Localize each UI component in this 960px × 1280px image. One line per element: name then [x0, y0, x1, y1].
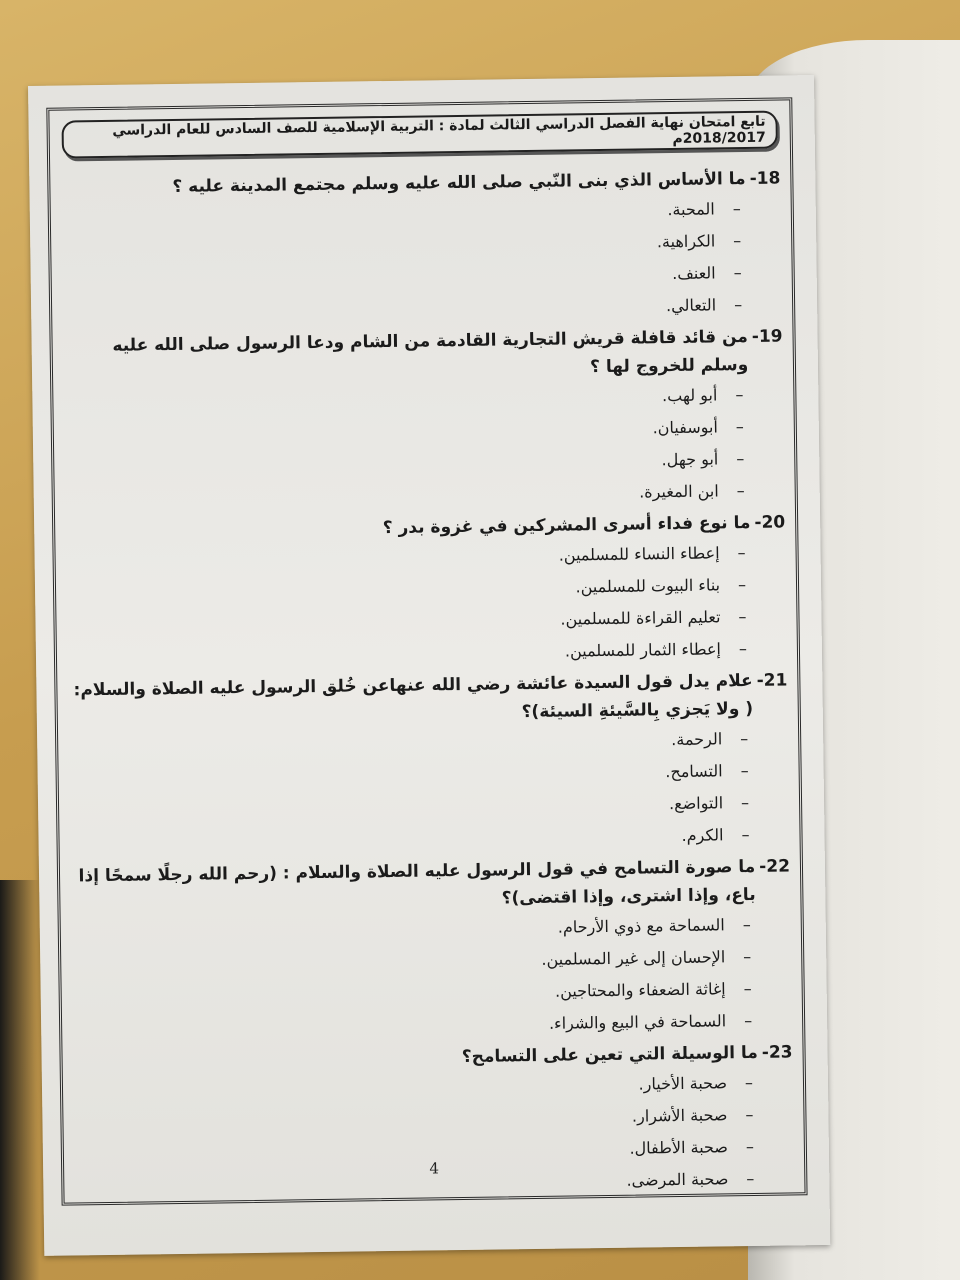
dash-bullet-icon: –	[732, 199, 741, 219]
option-text: إغاثة الضعفاء والمحتاجين.	[554, 979, 726, 1001]
option-text: الرحمة.	[671, 729, 723, 750]
option-text: العنف.	[672, 263, 716, 284]
option-text: بناء البيوت للمسلمين.	[575, 575, 721, 597]
exam-header	[61, 107, 778, 171]
question-text: ما نوع فداء أسرى المشركين في غزوة بدر ؟	[382, 512, 751, 539]
dash-bullet-icon: –	[742, 914, 751, 935]
edge-shadow	[0, 880, 40, 1280]
dash-bullet-icon: –	[735, 385, 744, 405]
question-text: ما صورة التسامح في قول الرسول عليه الصلاة والسلام : (رحم الله رجلًا سمحًا إذا باع، وإذا اشترى، وإذا اقتضى)؟	[78, 856, 756, 909]
questions-list	[64, 165, 794, 1207]
option-text: إعطاء النساء للمسلمين.	[558, 543, 720, 565]
question-number: 21-	[756, 670, 788, 691]
option-text: صحبة الأطفال.	[629, 1137, 729, 1158]
question-text: من قائد قافلة قريش التجارية القادمة من الشام ودعا الرسول صلى الله عليه وسلم للخروج لها ؟	[112, 326, 749, 378]
option-text: أبو جهل.	[661, 449, 719, 470]
question-line	[71, 666, 788, 732]
option-text: التسامح.	[665, 761, 723, 782]
question-20	[69, 508, 787, 674]
question-text: ما الأساس الذي بنى النّبي صلى الله عليه وسلم مجتمع المدينة عليه ؟	[172, 168, 746, 197]
exam-page	[28, 75, 830, 1256]
option-text: أبوسفيان.	[652, 417, 718, 438]
option-text: التواضع.	[668, 793, 724, 814]
header-title-box	[61, 111, 777, 159]
options-list	[77, 1066, 795, 1204]
question-18	[64, 165, 782, 331]
dash-bullet-icon: –	[746, 1168, 755, 1189]
option-text: المحبة.	[667, 199, 715, 220]
dash-bullet-icon: –	[736, 481, 745, 501]
question-21	[71, 666, 789, 860]
question-text: علام يدل قول السيدة عائشة رضي الله عنهاعن خُلق الرسول عليه الصلاة والسلام:( ولا يَجزي بِالسَّيئةِ السيئة)؟	[73, 670, 754, 723]
options-list	[65, 193, 783, 331]
question-number: 19-	[751, 326, 783, 347]
option-text: تعليم القراءة للمسلمين.	[560, 607, 721, 629]
dash-bullet-icon: –	[743, 946, 752, 967]
question-19	[66, 322, 784, 516]
options-list	[72, 722, 790, 860]
dash-bullet-icon: –	[738, 607, 747, 627]
option-text: السماحة في البيع والشراء.	[548, 1011, 727, 1033]
option-text: التعالي.	[665, 295, 717, 316]
question-number: 18-	[749, 168, 781, 189]
option-text: الكراهية.	[656, 231, 716, 252]
options-list	[69, 536, 787, 674]
dash-bullet-icon: –	[745, 1104, 754, 1125]
dash-bullet-icon: –	[736, 449, 745, 469]
dash-bullet-icon: –	[741, 824, 750, 845]
dash-bullet-icon: –	[740, 793, 750, 813]
dash-bullet-icon: –	[737, 575, 747, 595]
page-number: 4	[429, 1159, 440, 1178]
question-number: 22-	[759, 856, 791, 877]
option-text: صحبة المرضى.	[626, 1169, 729, 1190]
option-text: الإحسان إلى غير المسلمين.	[541, 947, 726, 969]
option-text: أبو لهب.	[661, 385, 718, 406]
question-line	[66, 322, 783, 388]
page-border	[46, 97, 807, 1205]
dash-bullet-icon: –	[743, 1010, 753, 1031]
dash-bullet-icon: –	[733, 231, 742, 251]
dash-bullet-icon: –	[744, 1072, 754, 1093]
dash-bullet-icon: –	[740, 761, 749, 781]
question-22	[74, 852, 792, 1046]
option-text: صحبة الأخيار.	[638, 1073, 728, 1094]
dash-bullet-icon: –	[745, 1136, 755, 1157]
question-text: ما الوسيلة التي تعين على التسامح؟	[461, 1042, 758, 1068]
option-text: ابن المغيرة.	[639, 481, 719, 502]
option-text: السماحة مع ذوي الأرحام.	[557, 915, 725, 937]
dash-bullet-icon: –	[733, 295, 743, 315]
option-text: الكرم.	[681, 825, 724, 845]
options-list	[75, 908, 793, 1046]
dash-bullet-icon: –	[735, 417, 744, 437]
question-line	[74, 852, 791, 918]
header-title: تابع امتحان نهاية الفصل الدراسي الثالث لمادة : التربية الإسلامية للصف السادس للعام الدراسي 2018/2017م	[112, 113, 766, 148]
dash-bullet-icon: –	[738, 639, 748, 659]
option-text: صحبة الأشرار.	[631, 1105, 728, 1126]
question-number: 23-	[761, 1042, 793, 1063]
option-text: إعطاء الثمار للمسلمين.	[564, 639, 722, 661]
dash-bullet-icon: –	[737, 543, 746, 563]
question-number: 20-	[754, 512, 786, 533]
dash-bullet-icon: –	[743, 978, 752, 999]
options-list	[67, 378, 785, 516]
dash-bullet-icon: –	[740, 729, 749, 749]
dash-bullet-icon: –	[733, 263, 742, 283]
